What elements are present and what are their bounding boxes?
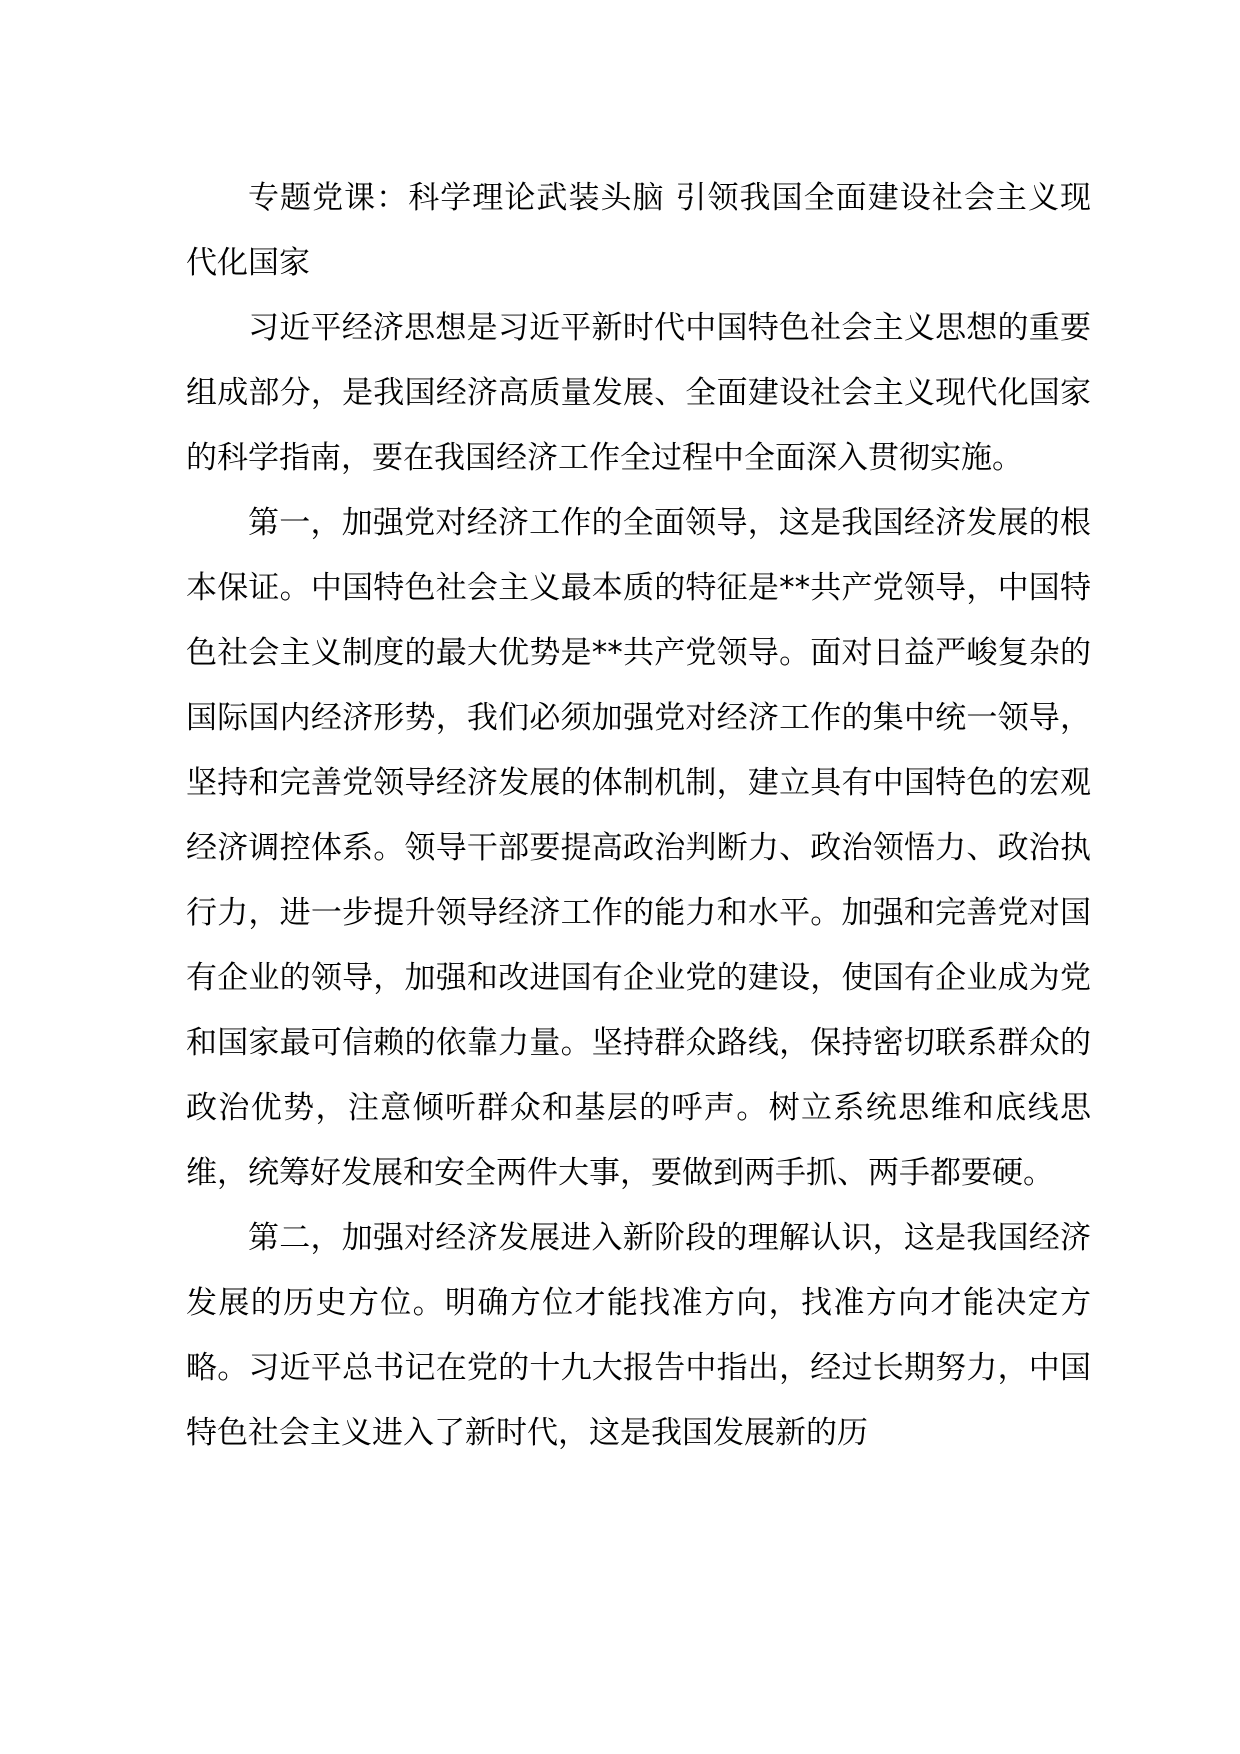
document-body [186,166,1091,1466]
paragraph-second: 第二，加强对经济发展进入新阶段的理解认识，这是我国经济发展的历史方位。明确方位才能找准方向，找准方向才能决定方略。习近平总书记在党的十九大报告中指出，经过长期努力，中国特色社会主义进入了新时代，这是我国发展新的历 [186,1220,1091,1451]
paragraph-first: 第一，加强党对经济工作的全面领导，这是我国经济发展的根本保证。中国特色社会主义最本质的特征是**共产党领导，中国特色社会主义制度的最大优势是**共产党领导。面对日益严峻复杂的国际国内经济形势，我们必须加强党对经济工作的集中统一领导，坚持和完善党领导经济发展的体制机制，建立具有中国特色的宏观经济调控体系。领导干部要提高政治判断力、政治领悟力、政治执行力，进一步提升领导经济工作的能力和水平。加强和完善党对国有企业的领导，加强和改进国有企业党的建设，使国有企业成为党和国家最可信赖的依靠力量。坚持群众路线，保持密切联系群众的政治优势，注意倾听群众和基层的呼声。树立系统思维和底线思维，统筹好发展和安全两件大事，要做到两手抓、两手都要硬。 [186,505,1091,1191]
paragraph-intro: 习近平经济思想是习近平新时代中国特色社会主义思想的重要组成部分，是我国经济高质量发展、全面建设社会主义现代化国家的科学指南，要在我国经济工作全过程中全面深入贯彻实施。 [186,310,1091,476]
document-title: 专题党课：科学理论武装头脑 引领我国全面建设社会主义现代化国家 [186,180,1091,281]
